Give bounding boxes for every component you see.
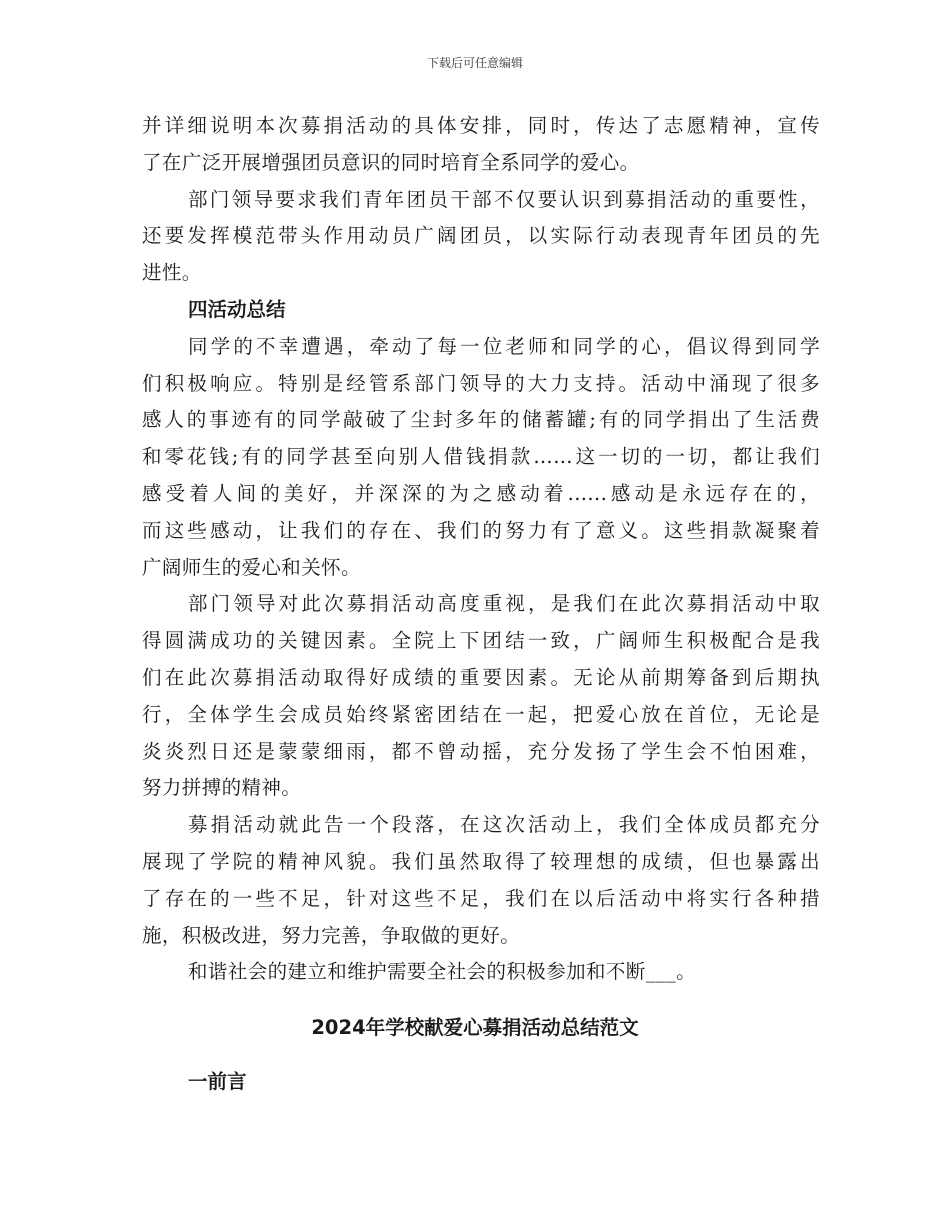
page-header: 下载后可任意编辑 — [426, 56, 523, 70]
text-line: 得圆满成功的关键因素。全院上下团结一致，广阔师生积极配合是我 — [142, 629, 820, 653]
text-line: 了存在的一些不足，针对这些不足，我们在以后活动中将实行各种措 — [142, 886, 820, 910]
text-line: 部门领导要求我们青年团员干部不仅要认识到募捐活动的重要性， — [188, 187, 820, 211]
text-line: 募捐活动就此告一个段落，在这次活动上，我们全体成员都充分 — [188, 813, 820, 837]
text-line: 展现了学院的精神风貌。我们虽然取得了较理想的成绩，但也暴露出 — [142, 849, 820, 873]
text-line: 感人的事迹有的同学敲破了尘封多年的储蓄罐;有的同学捐出了生活费 — [142, 408, 820, 432]
text-line: 并详细说明本次募捐活动的具体安排，同时，传达了志愿精神，宣传 — [142, 114, 820, 137]
section-heading: 四活动总结 — [188, 297, 286, 321]
text-line: 感受着人间的美好，并深深的为之感动着......感动是永远存在的， — [142, 481, 820, 505]
text-line: 广阔师生的爱心和关怀。 — [142, 555, 361, 579]
text-line: 和零花钱;有的同学甚至向别人借钱捐款……这一切的一切，都让我们 — [142, 445, 820, 469]
text-line: 们在此次募捐活动取得好成绩的重要因素。无论从前期筹备到后期执 — [142, 665, 820, 689]
text-line: 了在广泛开展增强团员意识的同时培育全系同学的爱心。 — [142, 150, 640, 174]
text-line: 而这些感动，让我们的存在、我们的努力有了意义。这些捐款凝聚着 — [142, 518, 820, 542]
text-line: 部门领导对此次募捐活动高度重视，是我们在此次募捐活动中取 — [188, 592, 820, 616]
text-line: 炎炎烈日还是蒙蒙细雨，都不曾动摇，充分发扬了学生会不怕困难， — [142, 739, 820, 763]
document-body — [142, 108, 820, 991]
text-line: 进性。 — [142, 261, 202, 285]
text-line: 行，全体学生会成员始终紧密团结在一起，把爱心放在首位，无论是 — [142, 702, 820, 726]
section-heading-preface: 一前言 — [188, 1070, 247, 1093]
text-line: 们积极响应。特别是经管系部门领导的大力支持。活动中涌现了很多 — [142, 371, 820, 395]
text-line: 努力拼搏的精神。 — [142, 776, 302, 800]
text-line: 施，积极改进，努力完善，争取做的更好。 — [142, 923, 521, 947]
document-title: 2024年学校献爱心募捐活动总结范文 — [311, 1016, 639, 1039]
text-line: 同学的不幸遭遇，牵动了每一位老师和同学的心，倡议得到同学 — [188, 334, 820, 358]
text-line: 和谐社会的建立和维护需要全社会的积极参加和不断___。 — [188, 960, 697, 984]
text-line: 还要发挥模范带头作用动员广阔团员，以实际行动表现青年团员的先 — [142, 224, 820, 248]
